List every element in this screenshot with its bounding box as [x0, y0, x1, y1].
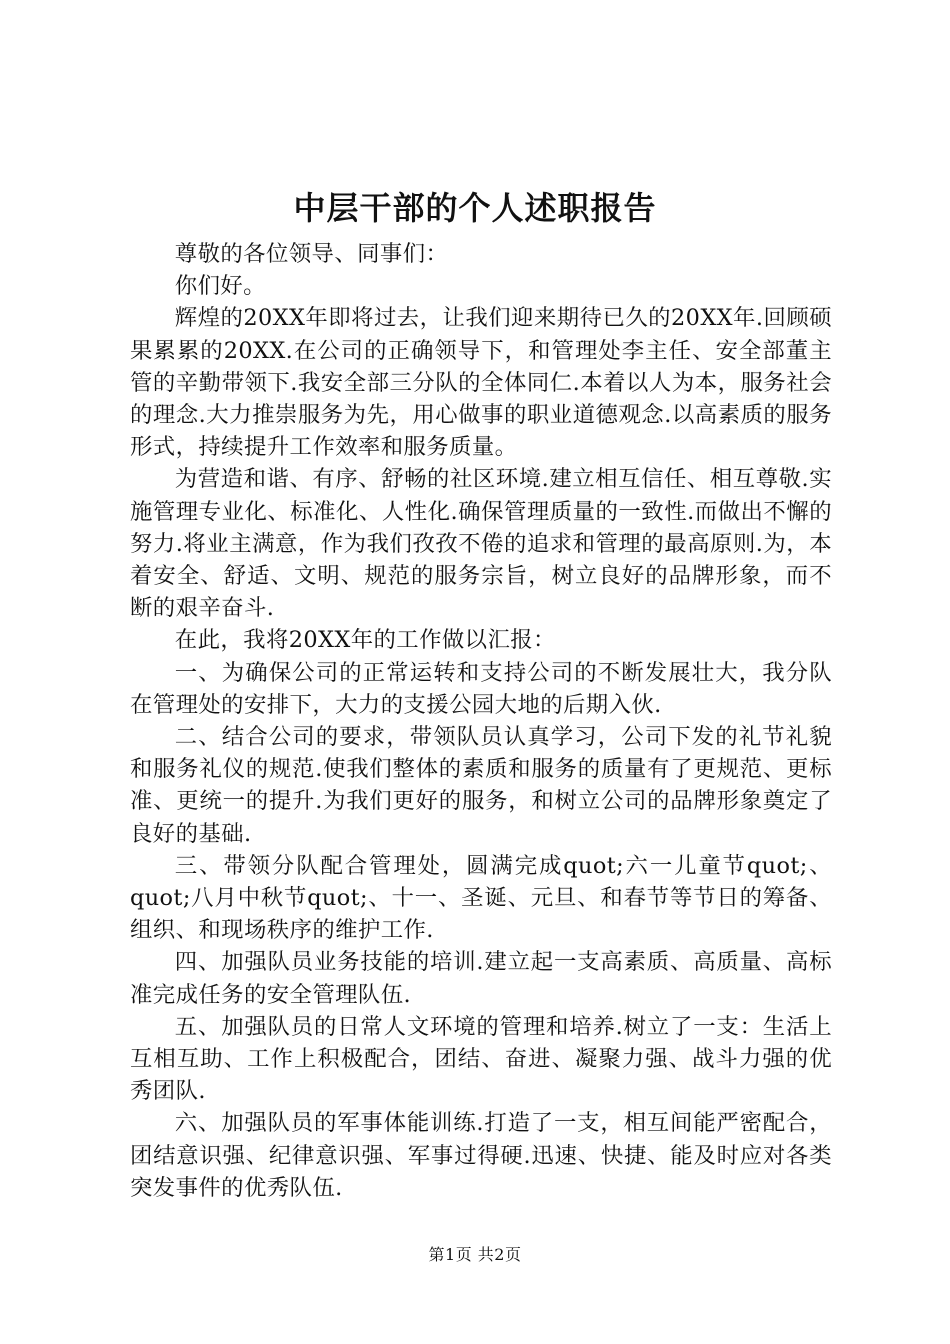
paragraph-item-3: 三、带领分队配合管理处，圆满完成quot;六一儿童节quot;、quot;八月中秋节quot;、十一、圣诞、元旦、和春节等节日的筹备、组织、和现场秩序的维护工作. [130, 852, 832, 944]
page-number-footer: 第1页 共2页 [428, 1245, 522, 1264]
paragraph-greeting: 你们好。 [174, 273, 266, 300]
paragraph-report-lead: 在此，我将20XX年的工作做以汇报： [174, 627, 556, 654]
paragraph-intro: 辉煌的20XX年即将过去，让我们迎来期待已久的20XX年.回顾硕果累累的20XX.在公司的正确领导下，和管理处李主任、安全部董主管的辛勤带领下.我安全部三分队的全体同仁.本着以人为本，服务社会的理念.大力推崇服务为先，用心做事的职业道德观念.以高素质的服务形式，持续提升工作效率和服务质量。 [130, 305, 832, 461]
paragraph-item-1: 一、为确保公司的正常运转和支持公司的不断发展壮大，我分队在管理处的安排下，大力的支援公园大地的后期入伙. [130, 659, 832, 718]
paragraph-item-6: 六、加强队员的军事体能训练.打造了一支，相互间能严密配合，团结意识强、纪律意识强、军事过得硬.迅速、快捷、能及时应对各类突发事件的优秀队伍. [130, 1110, 832, 1201]
document-title: 中层干部的个人述职报告 [293, 189, 657, 227]
paragraph-item-5: 五、加强队员的日常人文环境的管理和培养.树立了一支：生活上互相互助、工作上积极配合，团结、奋进、凝聚力强、战斗力强的优秀团队. [130, 1013, 832, 1105]
paragraph-item-4: 四、加强队员业务技能的培训.建立起一支高素质、高质量、高标准完成任务的安全管理队伍. [130, 949, 832, 1008]
paragraph-salutation: 尊敬的各位领导、同事们： [174, 241, 449, 267]
document-body [130, 238, 832, 1204]
paragraph-goals: 为营造和谐、有序、舒畅的社区环境.建立相互信任、相互尊敬.实施管理专业化、标准化、人性化.确保管理质量的一致性.而做出不懈的努力.将业主满意，作为我们孜孜不倦的追求和管理的最高原则.为，本着安全、舒适、文明、规范的服务宗旨，树立良好的品牌形象，而不断的艰辛奋斗. [130, 466, 832, 622]
paragraph-item-2: 二、结合公司的要求，带领队员认真学习，公司下发的礼节礼貌和服务礼仪的规范.使我们整体的素质和服务的质量有了更规范、更标准、更统一的提升.为我们更好的服务，和树立公司的品牌形象奠定了良好的基础. [130, 724, 832, 847]
